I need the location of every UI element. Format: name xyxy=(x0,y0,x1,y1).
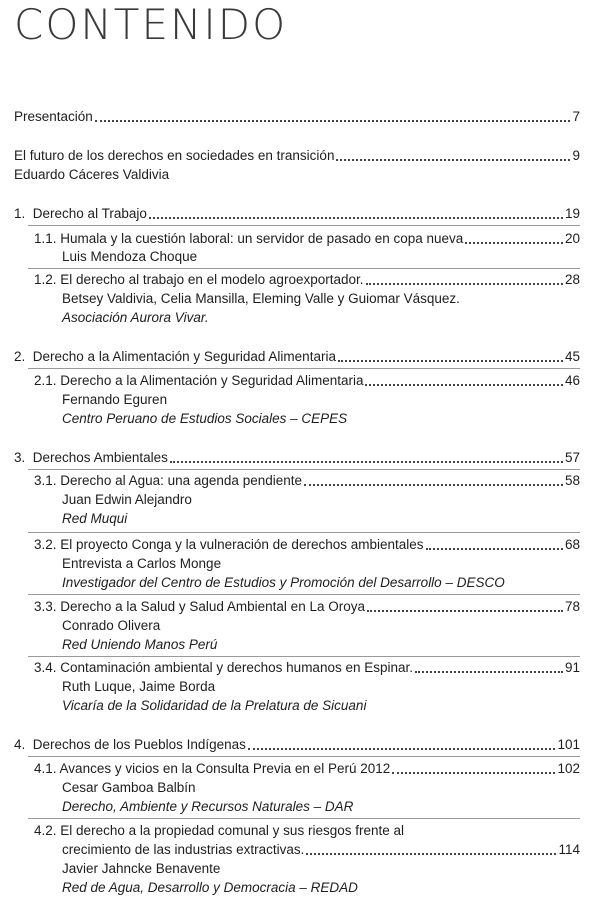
toc-label: Presentación xyxy=(14,109,93,124)
leader-dots xyxy=(149,213,563,219)
toc-author: Fernando Eguren xyxy=(62,392,168,407)
item-number: 3.3. xyxy=(34,599,57,614)
leader-dots xyxy=(248,744,556,750)
toc-author: Javier Jahncke Benavente xyxy=(62,861,221,876)
section-label: Derechos Ambientales xyxy=(32,450,168,465)
toc-author: Juan Edwin Alejandro xyxy=(62,492,192,507)
toc-page: 101 xyxy=(557,737,580,752)
toc-organization: Asociación Aurora Vivar. xyxy=(62,310,209,325)
divider xyxy=(28,756,580,757)
toc-section-3[interactable] xyxy=(14,449,580,467)
leader-dots xyxy=(366,279,563,285)
toc-section-1[interactable] xyxy=(14,205,580,223)
section-number: 2. xyxy=(14,349,26,364)
leader-dots xyxy=(465,238,563,244)
divider xyxy=(28,225,580,226)
toc-page: 19 xyxy=(564,206,580,221)
section-label: Derecho al Trabajo xyxy=(32,206,147,221)
toc-label: El proyecto Conga y la vulneración de derechos ambientales xyxy=(60,537,424,552)
toc-page: 102 xyxy=(557,761,580,776)
leader-dots xyxy=(426,544,563,550)
toc-entry-3-3[interactable] xyxy=(34,598,580,616)
divider xyxy=(28,268,580,269)
divider xyxy=(28,532,580,533)
item-number: 1.2. xyxy=(34,272,57,287)
divider xyxy=(28,656,580,657)
toc-entry-presentacion[interactable] xyxy=(14,108,580,126)
toc-label: Avances y vicios en la Consulta Previa en el Perú 2012 xyxy=(59,761,391,776)
item-number: 2.1. xyxy=(34,373,57,388)
section-number: 3. xyxy=(14,450,26,465)
toc-page: 78 xyxy=(564,599,580,614)
toc-author: Betsey Valdivia, Celia Mansilla, Eleming Valle y Guiomar Vásquez. xyxy=(62,291,460,306)
item-number: 1.1. xyxy=(34,231,57,246)
item-number: 4.2. xyxy=(34,823,57,838)
toc-organization: Red de Agua, Desarrollo y Democracia – REDAD xyxy=(62,880,358,895)
toc-page: 57 xyxy=(564,450,580,465)
divider xyxy=(28,594,580,595)
section-number: 4. xyxy=(14,737,26,752)
leader-dots xyxy=(415,667,563,673)
toc-organization: Investigador del Centro de Estudios y Promoción del Desarrollo – DESCO xyxy=(62,575,505,590)
toc-author: Eduardo Cáceres Valdivia xyxy=(14,167,170,182)
leader-dots xyxy=(304,480,563,486)
toc-label: Derecho a la Salud y Salud Ambiental en La Oroya xyxy=(60,599,365,614)
toc-section-4[interactable] xyxy=(14,736,580,754)
toc-page: 91 xyxy=(564,660,580,675)
toc-entry-1-1[interactable] xyxy=(34,230,580,248)
toc-label: Derecho a la Alimentación y Seguridad Alimentaria xyxy=(60,373,364,388)
leader-dots xyxy=(95,116,571,122)
divider xyxy=(28,818,580,819)
section-number: 1. xyxy=(14,206,26,221)
toc-entry-4-2-line1[interactable] xyxy=(34,822,404,840)
section-label: Derechos de los Pueblos Indígenas xyxy=(32,737,246,752)
toc-author: Ruth Luque, Jaime Borda xyxy=(62,679,216,694)
toc-label: Derecho al Agua: una agenda pendiente xyxy=(60,473,302,488)
leader-dots xyxy=(338,356,563,362)
toc-organization: Red Uniendo Manos Perú xyxy=(62,637,218,652)
page-title: CONTENIDO xyxy=(14,0,288,49)
leader-dots xyxy=(365,380,563,386)
toc-label: El futuro de los derechos en sociedades en transición xyxy=(14,148,335,163)
toc-page: 46 xyxy=(564,373,580,388)
toc-label: Humala y la cuestión laboral: un servidor de pasado en copa nueva xyxy=(60,231,464,246)
toc-author: Entrevista a Carlos Monge xyxy=(62,556,222,571)
toc-organization: Vicaría de la Solidaridad de la Prelatura de Sicuani xyxy=(62,698,367,713)
item-number: 3.2. xyxy=(34,537,57,552)
toc-page: 9 xyxy=(572,148,580,163)
toc-entry-2-1[interactable] xyxy=(34,372,580,390)
item-number: 3.1. xyxy=(34,473,57,488)
toc-entry-futuro[interactable] xyxy=(14,147,580,165)
toc-label: Contaminación ambiental y derechos humanos en Espinar. xyxy=(60,660,414,675)
toc-page: 45 xyxy=(564,349,580,364)
divider xyxy=(28,469,580,470)
toc-organization: Red Muqui xyxy=(62,511,128,526)
leader-dots xyxy=(336,155,570,161)
toc-label-continued: crecimiento de las industrias extractivas. xyxy=(62,842,305,857)
item-number: 3.4. xyxy=(34,660,57,675)
leader-dots xyxy=(170,457,563,463)
toc-page: 58 xyxy=(564,473,580,488)
toc-author: Luis Mendoza Choque xyxy=(62,249,198,264)
divider xyxy=(28,368,580,369)
leader-dots xyxy=(367,606,563,612)
toc-entry-3-4[interactable] xyxy=(34,659,580,677)
toc-page: 68 xyxy=(564,537,580,552)
toc-author: Conrado Olivera xyxy=(62,618,161,633)
toc-section-2[interactable] xyxy=(14,348,580,366)
toc-entry-4-1[interactable] xyxy=(34,760,580,778)
toc-page: 28 xyxy=(564,272,580,287)
item-number: 4.1. xyxy=(34,761,57,776)
toc-author: Cesar Gamboa Balbín xyxy=(62,780,196,795)
leader-dots xyxy=(306,849,556,855)
toc-page: 114 xyxy=(558,842,580,857)
toc-page: 20 xyxy=(564,231,580,246)
toc-entry-1-2[interactable] xyxy=(34,271,580,289)
leader-dots xyxy=(392,768,555,774)
toc-label: El derecho al trabajo en el modelo agroexportador. xyxy=(60,272,364,287)
toc-label: El derecho a la propiedad comunal y sus riesgos frente al xyxy=(60,823,404,838)
toc-entry-3-2[interactable] xyxy=(34,536,580,554)
toc-organization: Centro Peruano de Estudios Sociales – CEPES xyxy=(62,411,348,426)
toc-entry-4-2[interactable] xyxy=(62,841,580,859)
toc-entry-3-1[interactable] xyxy=(34,472,580,490)
toc-organization: Derecho, Ambiente y Recursos Naturales – DAR xyxy=(62,799,354,814)
section-label: Derecho a la Alimentación y Seguridad Alimentaria xyxy=(32,349,336,364)
toc-page: 7 xyxy=(572,109,580,124)
